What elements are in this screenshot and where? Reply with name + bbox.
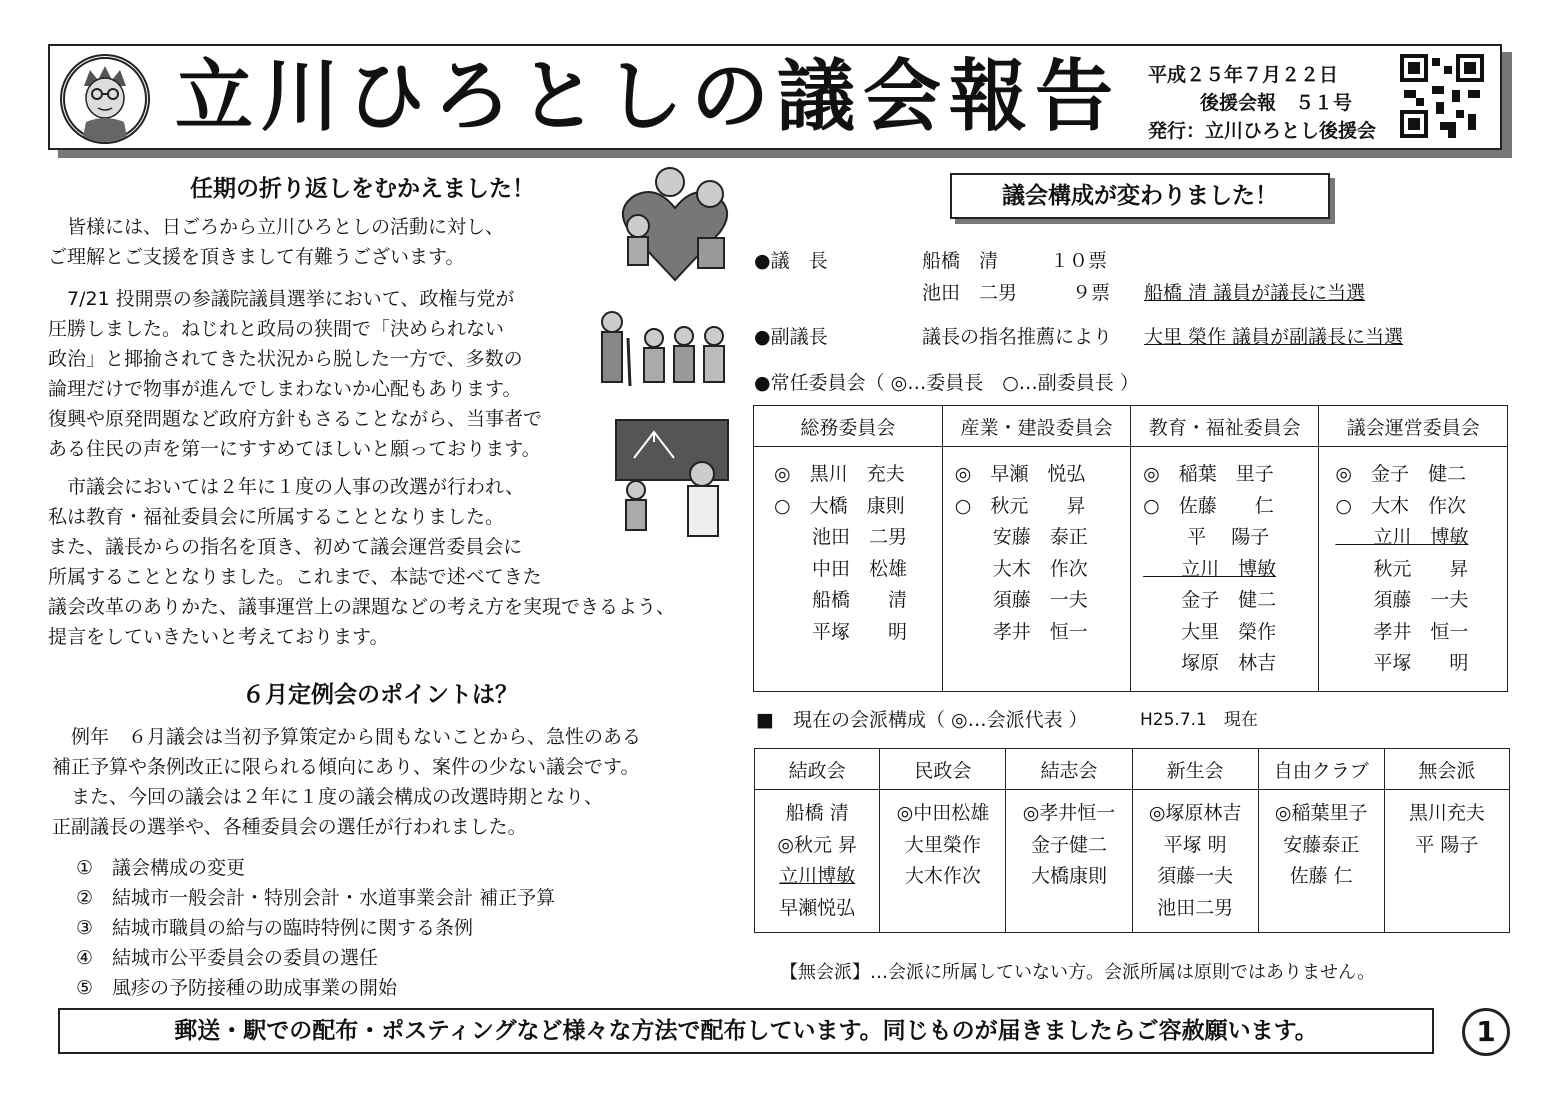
list-item: 立川 博敏 (1335, 526, 1469, 548)
faction-header: 結志会 (1006, 749, 1132, 790)
article2-body (52, 722, 641, 842)
list-item: 塚原 林吉 (1143, 652, 1277, 674)
list-item: 平塚 明 (1163, 833, 1227, 856)
faction-members (1132, 790, 1258, 933)
list-item: ③ 結城市職員の給与の臨時特例に関する条例 (76, 917, 474, 939)
elderly-people-illustration-icon (594, 308, 734, 390)
article2-line: 正副議長の選挙や、各種委員会の選任が行われました。 (52, 816, 527, 838)
vice-chair-result: 大里 榮作 議員が副議長に当選 (1144, 326, 1404, 348)
list-item: 早瀬悦弘 (779, 896, 856, 919)
committee-header: 総務委員会 (754, 406, 943, 447)
standing-committee-label: ●常任委員会（ ◎…委員長 ○…副委員長 ） (754, 372, 1139, 394)
chair-candidate: 船橋 清 (922, 250, 999, 272)
list-item: ④ 結城市公平委員会の委員の選任 (76, 947, 379, 969)
list-item: 安藤 泰正 (954, 526, 1088, 548)
list-item: 平塚 明 (1335, 652, 1469, 674)
committee-members (754, 447, 943, 692)
vice-chair-text: 議長の指名推薦により (922, 326, 1113, 348)
article1-body (48, 212, 675, 652)
faction-header: 無会派 (1384, 749, 1509, 790)
faction-members (1258, 790, 1384, 933)
faction-header: 結政会 (755, 749, 880, 790)
list-item: 大里榮作 (904, 833, 981, 856)
faction-header: 新生会 (1132, 749, 1258, 790)
footer-notice: 郵送・駅での配布・ポスティングなど様々な方法で配布しています。同じものが届きましたらご容赦願います。 (58, 1008, 1434, 1054)
faction-members (755, 790, 880, 933)
chair-candidate: 池田 二男 (922, 282, 1018, 304)
publisher: 発行：立川ひろとし後援会 (1148, 120, 1377, 142)
list-item: ① 議会構成の変更 (76, 857, 246, 879)
faction-members (880, 790, 1006, 933)
list-item: ○ 大木 作次 (1335, 494, 1467, 517)
list-item: ◎ 早瀬 悦弘 (954, 463, 1086, 485)
list-item: 金子 健二 (1143, 589, 1277, 611)
list-item: ⑤ 風疹の予防接種の助成事業の開始 (76, 977, 398, 999)
list-item: ◎塚原林吉 (1148, 802, 1242, 824)
faction-header: 民政会 (880, 749, 1006, 790)
list-item: 須藤一夫 (1157, 865, 1234, 887)
issue-date: 平成２５年７月２２日 (1148, 64, 1339, 86)
page-number: 1 (1462, 1008, 1510, 1056)
list-item: ◎中田松雄 (896, 802, 990, 824)
article2-title: ６月定例会のポイントは？ (242, 682, 518, 708)
qr-code-icon[interactable] (1400, 54, 1484, 138)
newsletter-title: 立川ひろとしの議会報告 (175, 52, 1122, 142)
article2-line: 例年 ６月議会は当初予算策定から間もないことから、急性のある (52, 726, 642, 748)
list-item: 池田二男 (1157, 896, 1234, 919)
list-item: 船橋 清 (774, 589, 908, 611)
list-item: 秋元 昇 (1335, 557, 1469, 580)
article1-line: 市議会においては２年に１度の人事の改選が行われ、 (48, 476, 525, 498)
list-item: ○ 大橋 康則 (774, 494, 905, 517)
list-item: 孝井 恒一 (954, 620, 1088, 643)
article2-line: また、今回の議会は２年に１度の議会構成の改選時期となり、 (52, 786, 604, 808)
list-item: ② 結城市一般会計・特別会計・水道事業会計 補正予算 (76, 887, 556, 909)
list-item: 須藤 一夫 (954, 589, 1088, 611)
list-item: 平 陽子 (1143, 526, 1270, 548)
chair-result: 船橋 清 議員が議長に当選 (1144, 282, 1366, 304)
list-item: 須藤 一夫 (1335, 589, 1469, 611)
chair-votes: １０票 (1050, 250, 1108, 272)
vice-chair-label: ●副議長 (754, 326, 828, 348)
committee-members (1319, 447, 1508, 692)
issue-number: 後援会報 ５１号 (1200, 92, 1353, 114)
chair-votes: ９票 (1072, 282, 1111, 304)
council-heading: 議会構成が変わりました！ (950, 173, 1330, 219)
list-item: 孝井 恒一 (1335, 620, 1469, 643)
article1-line: また、議長からの指名を頂き、初めて議会運営委員会に (48, 536, 523, 558)
article1-line: 圧勝しました。ねじれと政局の狭間で「決められない (48, 318, 505, 340)
list-item: 池田 二男 (774, 526, 908, 548)
list-item: ◎孝井恒一 (1022, 802, 1116, 824)
list-item: ◎秋元 昇 (777, 833, 857, 856)
article1-line: 議会改革のありかた、議事運営上の課題などの考え方を実現できるよう、 (48, 596, 676, 618)
list-item: 大木作次 (904, 865, 981, 887)
list-item: ○ 秋元 昇 (954, 494, 1086, 517)
faction-header: 自由クラブ (1258, 749, 1384, 790)
article1-line: 提言をしていきたいと考えております。 (48, 626, 389, 648)
list-item: 大木 作次 (954, 557, 1088, 580)
list-item: 立川 博敏 (1143, 557, 1277, 580)
faction-label: ■ 現在の会派構成（ ◎…会派代表 ） (756, 709, 1088, 731)
committee-members (1131, 447, 1319, 692)
article1-line: 復興や原発問題など政府方針もさることながら、当事者で (48, 408, 543, 430)
article1-line: 政治」と揶揄されてきた状況から脱した一方で、多数の (48, 348, 523, 370)
family-heart-illustration-icon (610, 160, 740, 288)
committee-header: 産業・建設委員会 (942, 406, 1130, 447)
list-item: 大橋康則 (1031, 865, 1108, 887)
list-item: ○ 佐藤 仁 (1143, 494, 1274, 517)
faction-note: 【無会派】…会派に所属していない方。会派所属は原則ではありません。 (780, 962, 1376, 983)
teacher-blackboard-illustration-icon (614, 418, 734, 540)
article1-line: ある住民の声を第一にすすめてほしいと願っております。 (48, 438, 541, 460)
article1-line: 論理だけで物事が進んでしまわないか心配もあります。 (48, 378, 522, 400)
faction-members (1384, 790, 1509, 933)
chair-label: ●議 長 (754, 250, 828, 272)
list-item: 立川博敏 (779, 865, 856, 887)
list-item: 平塚 明 (774, 620, 908, 643)
article1-line: 私は教育・福祉委員会に所属することとなりました。 (48, 506, 505, 528)
committee-members (942, 447, 1130, 692)
committee-table (753, 405, 1508, 692)
list-item: 大里 榮作 (1143, 620, 1277, 643)
list-item: 安藤泰正 (1283, 833, 1360, 856)
list-item: 船橋 清 (785, 802, 849, 824)
list-item: 佐藤 仁 (1289, 865, 1353, 887)
list-item: 黒川充夫 (1408, 802, 1485, 824)
article2-line: 補正予算や条例改正に限られる傾向にあり、案件の少ない議会です。 (52, 756, 640, 778)
list-item: 金子健二 (1031, 833, 1108, 856)
committee-header: 議会運営委員会 (1319, 406, 1508, 447)
faction-date: H25.7.1 現在 (1140, 710, 1258, 730)
committee-header: 教育・福祉委員会 (1131, 406, 1319, 447)
list-item: ◎ 稲葉 里子 (1143, 463, 1274, 485)
points-list (76, 853, 555, 1003)
article1-line: 7/21 投開票の参議院議員選挙において、政権与党が (48, 288, 515, 310)
article1-line: 所属することとなりました。これまで、本誌で述べてきた (48, 566, 542, 588)
article1-title: 任期の折り返しをむかえました！ (190, 176, 535, 202)
author-portrait-icon (60, 54, 150, 144)
article1-line: 皆様には、日ごろから立川ひろとしの活動に対し、 (48, 216, 505, 238)
list-item: ◎ 黒川 充夫 (774, 463, 905, 485)
article1-line: ご理解とご支援を頂きまして有難うございます。 (48, 246, 465, 268)
list-item: ◎稲葉里子 (1274, 802, 1368, 824)
list-item: 中田 松雄 (774, 557, 908, 580)
faction-table (754, 748, 1510, 933)
header-banner (48, 44, 1502, 150)
faction-members (1006, 790, 1132, 933)
list-item: ◎ 金子 健二 (1335, 463, 1467, 485)
list-item: 平 陽子 (1415, 833, 1479, 856)
